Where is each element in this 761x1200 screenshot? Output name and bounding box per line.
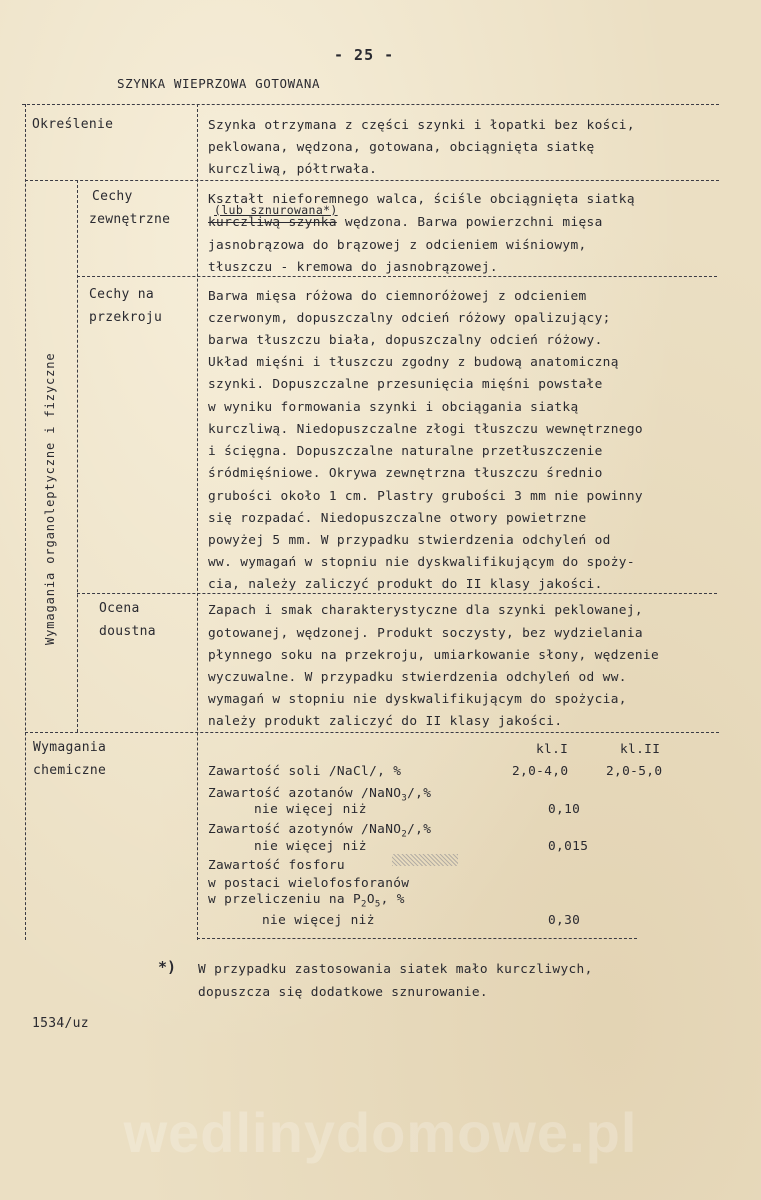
przekroj-line: grubości około 1 cm. Plastry grubości 3 mm nie powinny [208,489,643,504]
przekroj-line: w wyniku formowania szynki i obciągania siatką [208,400,579,415]
zewnetrzne-line: Kształt nieforemnego walca, ściśle obciągnięta siatką [208,192,635,207]
chem-row-salt-label: Zawartość soli /NaCl/, % [208,764,402,779]
chem-subscript: 5 [374,899,381,910]
handwritten-insertion: (lub sznurowana*) [214,203,338,217]
okreslenie-line: kurczliwą, półtrwała. [208,162,378,177]
chem-row-salt-kl1: 2,0-4,0 [512,764,569,779]
struck-text: kurczliwą szynka [208,215,337,230]
przekroj-line: cia, należy zaliczyć produkt do II klasy jakości. [208,577,603,592]
chem-row-salt-kl2: 2,0-5,0 [606,764,663,779]
label-ocena-doustna: doustna [99,624,156,639]
chem-text: w przeliczeniu na P [208,892,362,907]
zewnetrzne-line [208,215,603,230]
chem-row-nitrite-value: 0,015 [548,839,589,854]
chem-row-nitrate-label [208,786,431,804]
label-wymagania-chemiczne: chemiczne [33,763,107,778]
chem-subscript: 3 [401,793,408,804]
label-cechy-przekroj: Cechy na [89,287,155,302]
chem-row-phosphorus-label [208,892,405,910]
footnote-mark: *) [158,958,177,976]
row-divider-przekroj [77,593,717,594]
table-bottom-border [197,938,637,939]
przekroj-line: i ścięgna. Dopuszczalne naturalne przetłuszczenie [208,444,603,459]
chem-text: , % [380,892,405,907]
chem-row-phosphorus-value: 0,30 [548,913,581,928]
przekroj-line: Barwa mięsa różowa do ciemnoróżowej z odcieniem [208,289,587,304]
przekroj-line: powyżej 5 mm. W przypadku stwierdzenia odchyleń od [208,533,611,548]
table-left-border [25,104,26,940]
przekroj-line: kurczliwą. Niedopuszczalne złogi tłuszczu wewnętrznego [208,422,643,437]
row-divider-ocena [25,732,719,733]
organoleptic-group-label: Wymagania organoleptyczne i fizyczne [43,352,57,645]
chem-subscript: 2 [401,829,408,840]
ocena-line: Zapach i smak charakterystyczne dla szynki peklowanej, [208,603,643,618]
watermark: wedlinydomowe.pl [123,1101,638,1164]
table-top-border [22,104,719,105]
przekroj-line: szynki. Dopuszczalne przesunięcia mięśni powstałe [208,377,603,392]
column-header-kl2: kl.II [620,742,661,757]
chem-text: Zawartość azotanów /NaNO [208,786,402,801]
przekroj-line: ww. wymagań w stopniu nie dyskwalifikującym do spoży- [208,555,635,570]
chem-row-nitrite-limit: nie więcej niż [254,839,367,854]
ocena-line: płynnego soku na przekroju, umiarkowanie słony, wędzenie [208,648,660,663]
footnote-line: W przypadku zastosowania siatek mało kurczliwych, [198,962,593,977]
przekroj-line: Układ mięśni i tłuszczu zgodny z budową anatomiczną [208,355,619,370]
chem-row-nitrate-limit: nie więcej niż [254,802,367,817]
ocena-line: należy produkt zaliczyć do II klasy jakości. [208,714,563,729]
chem-row-phosphorus-label: w postaci wielofosforanów [208,876,410,891]
przekroj-line: czerwonym, dopuszczalny odcień różowy opalizujący; [208,311,611,326]
label-wymagania-chemiczne: Wymagania [33,740,107,755]
label-cechy-zewnetrzne: Cechy [92,189,133,204]
chem-subscript: 2 [361,899,367,910]
chem-row-phosphorus-label: Zawartość fosforu [208,858,345,873]
row-divider-zewnetrzne [77,276,717,277]
column-divider [197,104,198,940]
row-divider-okreslenie [25,180,719,181]
chem-text: /,% [407,822,432,837]
document-title: SZYNKA WIEPRZOWA GOTOWANA [117,76,321,91]
przekroj-line: się rozpadać. Niedopuszczalne otwory powietrzne [208,511,587,526]
zewnetrzne-line-rest: wędzona. Barwa powierzchni mięsa [336,215,603,230]
chem-text: /,% [407,786,432,801]
ocena-line: gotowanej, wędzonej. Produkt soczysty, bez wydzielania [208,626,643,641]
zewnetrzne-line: jasnobrązowa do brązowej z odcieniem wiśniowym, [208,238,587,253]
przekroj-line: barwa tłuszczu biała, dopuszczalny odcień różowy. [208,333,603,348]
subcolumn-divider [77,180,78,732]
label-cechy-zewnetrzne: zewnętrzne [89,212,171,227]
okreslenie-line: peklowana, wędzona, gotowana, obciągnięta siatkę [208,140,595,155]
chem-row-nitrite-label [208,822,431,840]
ocena-line: wyczuwalne. W przypadku stwierdzenia odchyleń od ww. [208,670,627,685]
footnote-line: dopuszcza się dodatkowe sznurowanie. [198,985,488,1000]
label-okreslenie: Określenie [32,117,114,132]
label-ocena-doustna: Ocena [99,601,140,616]
przekroj-line: śródmięśniowe. Okrywa zewnętrzna tłuszczu średnio [208,466,603,481]
ink-smudge [392,854,458,866]
okreslenie-line: Szynka otrzymana z części szynki i łopatki bez kości, [208,118,635,133]
chem-text: Zawartość azotynów /NaNO [208,822,402,837]
chem-row-nitrate-value: 0,10 [548,802,581,817]
page-number: - 25 - [334,46,395,64]
zewnetrzne-line: tłuszczu - kremowa do jasnobrązowej. [208,260,498,275]
chem-text: O [366,892,375,907]
document-code: 1534/uz [32,1016,89,1031]
chem-row-phosphorus-limit: nie więcej niż [262,913,375,928]
label-cechy-przekroj: przekroju [89,310,163,325]
column-header-kl1: kl.I [536,742,569,757]
ocena-line: wymagań w stopniu nie dyskwalifikującym do spożycia, [208,692,627,707]
